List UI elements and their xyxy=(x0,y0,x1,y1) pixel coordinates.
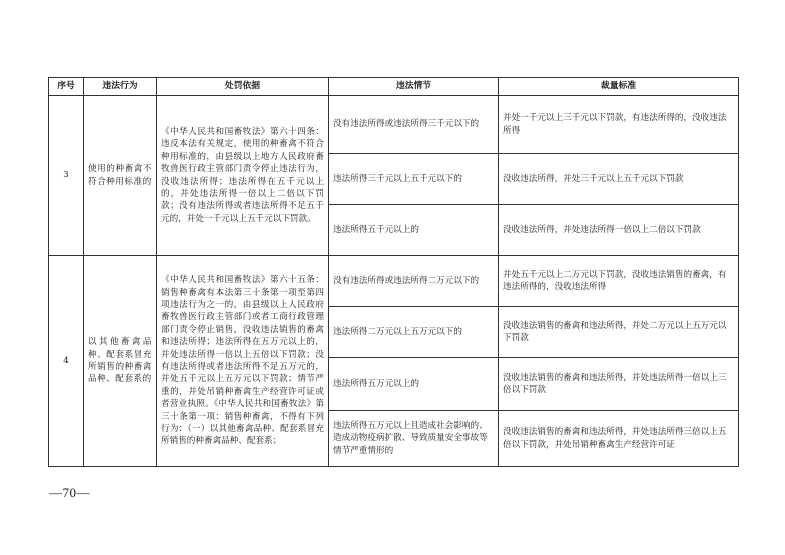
situation-cell: 违法所得三千元以上五千元以下的 xyxy=(329,154,499,205)
situation-cell: 违法所得二万元以上五万元以下的 xyxy=(329,307,499,358)
page-number: —70— xyxy=(49,485,90,500)
header-situation: 违法情节 xyxy=(329,78,499,96)
standard-cell: 并处一千元以上三千元以下罚款，有违法所得的，没收违法所得 xyxy=(499,96,739,154)
header-row xyxy=(49,78,739,96)
standard-cell: 没收违法所得，并处三千元以上五千元以下罚款 xyxy=(499,154,739,205)
violation-cell: 使用的种畜禽不符合种用标准的 xyxy=(84,96,157,256)
standard-cell: 没收违法销售的畜禽和违法所得，并处违法所得一倍以上三倍以下罚款 xyxy=(499,358,739,411)
header-standard: 裁量标准 xyxy=(499,78,739,96)
standard-cell: 并处五千元以上二万元以下罚款，没收违法销售的畜禽，有违法所得的，没收违法所得 xyxy=(499,256,739,307)
basis-cell: 《中华人民共和国畜牧法》第六十五条：销售种畜禽有本法第三十条第一项至第四项违法行为之一的，由县级以上人民政府畜牧兽医行政主管部门或者工商行政管理部门责令停止销售，没收违法销售的畜禽和违法所得；违法所得在五万元以上的，并处违法所得一倍以上五倍以下罚款；没有违法所得或者违法所得不足五万元的，并处五千元以上五万元以下罚款；情节严重的，并处吊销种畜禽生产经营许可证或者营业执照。《中华人民共和国畜牧法》第三十条第一项：销售种畜禽，不得有下列行为：（一）以其他畜禽品种、配套系冒充所销售的种畜禽品种、配套系； xyxy=(157,256,329,467)
row-number: 4 xyxy=(49,256,84,467)
table-row xyxy=(49,96,739,154)
situation-cell: 违法所得五万元以上的 xyxy=(329,358,499,411)
standard-cell: 没收违法销售的畜禽和违法所得，并处二万元以上五万元以下罚款 xyxy=(499,307,739,358)
basis-cell: 《中华人民共和国畜牧法》第六十四条：违反本法有关规定，使用的种畜禽不符合种用标准的，由县级以上地方人民政府畜牧兽医行政主管部门责令停止违法行为，没收违法所得；违法所得在五千元以上的，并处违法所得一倍以上二倍以下罚款；没有违法所得或者违法所得不足五千元的，并处一千元以上五千元以下罚款。 xyxy=(157,96,329,256)
row-number: 3 xyxy=(49,96,84,256)
standard-cell: 没收违法销售的畜禽和违法所得，并处违法所得三倍以上五倍以下罚款，并处吊销种畜禽生产经营许可证 xyxy=(499,411,739,467)
situation-cell: 没有违法所得或违法所得二万元以下的 xyxy=(329,256,499,307)
header-basis: 处罚依据 xyxy=(157,78,329,96)
violation-cell: 以其他畜禽品种、配套系冒充所销售的种畜禽品种、配套系的 xyxy=(84,256,157,467)
header-violation: 违法行为 xyxy=(84,78,157,96)
situation-cell: 违法所得五千元以上的 xyxy=(329,205,499,256)
situation-cell: 违法所得五万元以上且造成社会影响的、造成动物疫病扩散、导致质量安全事故等情节严重情形的 xyxy=(329,411,499,467)
header-no: 序号 xyxy=(49,78,84,96)
standard-cell: 没收违法所得，并处违法所得一倍以上二倍以下罚款 xyxy=(499,205,739,256)
penalty-table xyxy=(48,77,739,467)
situation-cell: 没有违法所得或违法所得三千元以下的 xyxy=(329,96,499,154)
table-row xyxy=(49,256,739,307)
